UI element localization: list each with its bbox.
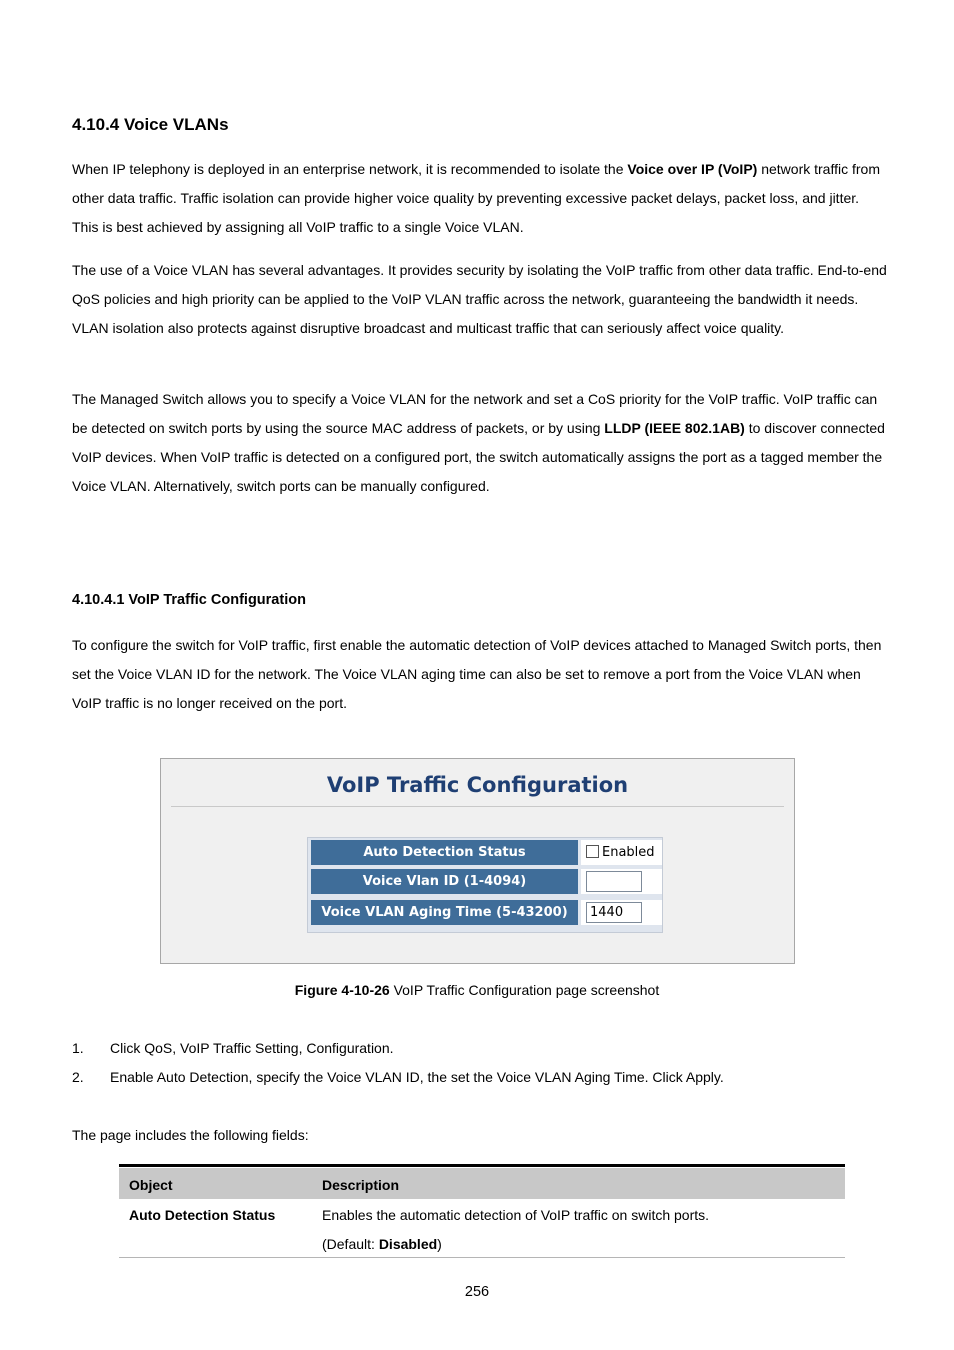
voip-config-screenshot: [160, 758, 795, 964]
configure-paragraph: To configure the switch for VoIP traffic, first enable the automatic detection of VoIP devices attached to Managed Switch ports, then set the Voice VLAN ID for the network. The Voice VLAN aging time can also be set to remove a port from the Voice VLAN when VoIP traffic is no longer received on the port.: [72, 637, 882, 711]
detection-paragraph: The Managed Switch allows you to specify a Voice VLAN for the network and set a CoS priority for the VoIP traffic. VoIP traffic can be detected on switch ports by using the source MAC address of packets, or by using LLDP (IEEE 802.1AB) to discover connected VoIP devices. When VoIP traffic is detected on a configured port, the switch automatically assigns the port as a tagged member the Voice VLAN. Alternatively, switch ports can be manually configured.: [72, 391, 885, 494]
figure-caption: Figure 4-10-26 VoIP Traffic Configuration page screenshot: [294, 982, 660, 998]
fields-table: [119, 1164, 845, 1258]
figure-divider: [171, 806, 784, 807]
header-object: Object: [129, 1177, 173, 1193]
auto-detection-label: Auto Detection Status: [311, 840, 578, 865]
section-title: 4.10.4 Voice VLANs: [72, 115, 229, 134]
voice-vlan-id-cell: [581, 869, 662, 894]
aging-time-input[interactable]: 1440: [586, 902, 642, 923]
voice-vlan-id-input[interactable]: [586, 871, 642, 892]
voice-vlan-id-label: Voice Vlan ID (1-4094): [311, 869, 578, 894]
subsection-title: 4.10.4.1 VoIP Traffic Configuration: [72, 592, 306, 608]
aging-time-label: Voice VLAN Aging Time (5-43200): [311, 900, 578, 925]
intro-paragraph: When IP telephony is deployed in an enterprise network, it is recommended to isolate the Voice over IP (VoIP) network traffic from other data traffic. Traffic isolation can provide higher voice quality by preventing excessive packet delays, packet loss, and jitter. This is best achieved by assigning all VoIP traffic to a single Voice VLAN.: [72, 161, 880, 235]
row-description: Enables the automatic detection of VoIP traffic on switch ports.: [322, 1207, 710, 1223]
auto-detection-cell: [581, 840, 662, 865]
header-description: Description: [322, 1177, 400, 1193]
table-row: [119, 1199, 845, 1258]
row-default: (Default: Disabled): [322, 1236, 442, 1252]
row-object: Auto Detection Status: [129, 1207, 276, 1223]
figure-title: VoIP Traffic Configuration: [326, 773, 629, 797]
aging-time-cell: [581, 900, 662, 925]
table-header: [119, 1167, 845, 1199]
config-form: [307, 837, 663, 933]
enabled-checkbox[interactable]: [586, 845, 599, 858]
page-number: 256: [464, 1284, 490, 1300]
advantages-paragraph: The use of a Voice VLAN has several advantages. It provides security by isolating the VoIP traffic from other data traffic. End-to-end QoS policies and high priority can be applied to the VoIP VLAN traffic across the network, guaranteeing the bandwidth it needs. VLAN isolation also protects against disruptive broadcast and multicast traffic that can seriously affect voice quality.: [72, 262, 887, 336]
fields-intro: The page includes the following fields:: [72, 1127, 309, 1143]
enabled-checkbox-label: Enabled: [602, 845, 655, 860]
